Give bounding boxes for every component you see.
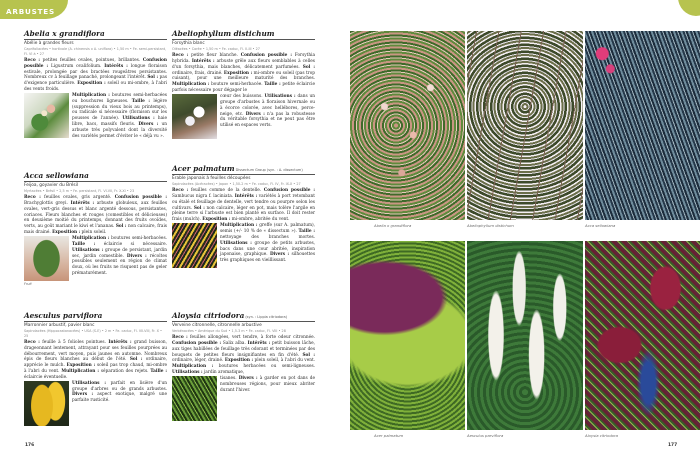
plant-thumbnail [24, 381, 69, 426]
entry-text-wrap: Utilisations : parfait en lisière d'un groupe d'arbres ou de grands arbustes. Divers : aspect exotique, malgré une parfaite rusticité. [72, 380, 168, 404]
photo-caption: Acer palmatum [374, 433, 404, 438]
plant-meta: Sapindacées (Acéracées) • Japon • 1,50-2 m • Fe. caduc, Fl. IV, Fr. IX-X • 27 [172, 181, 301, 186]
plant-entry-abeliophyllum [172, 31, 315, 139]
plant-meta: Myrtacées • Brésil • 2,5 m • Fe. persistant, Fl. VI-VII, Fr. X-XI • 23 [24, 188, 135, 193]
entry-wrap [24, 236, 167, 288]
common-name: Marronnier arbustif, pavier blanc [24, 323, 95, 329]
synonym: Dissectum Group (syn. : A. dissectum) [235, 168, 303, 172]
entry-text: Reco : petites feuilles ovales, pointues, brillantes. Confusion possible : Ligustrum ovalifolium. Intérêts : longue floraison estivale, prolongée par des bractées rougeâtres persistantes. Nombreux cv à feuillage panaché, prolongeant l'intérêt. Sol : pas d'exigence particulière. Exposition : soleil ou mi-ombre, à l'abri des vents froids. [24, 57, 168, 93]
entry-wrap [24, 93, 167, 140]
entry-text: Reco : feuilles comme de la dentelle. Confusion possible : Sambucus nigra f. laciniata. Intérêts : variétés à port retombant ou étalé et feuillage de dentelle, vert tendre ou pourpre selon les cultivars. Sol : non calcaire, léger en pot, mais tolère l'argile en pleine terre si l'arbuste est bien planté en surface. Il doit rester frais (mulch). Exposition : mi-ombre, abritée du vent. [172, 188, 315, 223]
latin-name: Aesculus parviflora [24, 311, 103, 320]
plant-thumbnail [24, 236, 69, 281]
entry-text: Reco : petite fleur blanche. Confusion possible : Forsythia hybrida. Intérêts : arbuste grêle aux fleurs semblables à celles d'un forsythia, mais blanches, délicatement parfumées. Sol : ordinaire, frais, drainé. Exposition : mi-ombre ou soleil (pas trop cuisant), pour une meilleure maturité des branches. Multiplication : bouture semi-herbacée. Taille : petite éclaircie parfois nécessaire pour dégager le [172, 53, 315, 94]
plant-thumbnail [172, 376, 217, 421]
plant-meta: Caprifoliacées • hortivole (A. chinensis x A. uniflora) • 1,50 m • Fe. semi-persistant, Fl. VI à • 27 [24, 46, 167, 56]
plant-entry-aloysia [172, 313, 315, 421]
entry-title-row [172, 166, 315, 175]
entry-title-row [24, 31, 167, 40]
photo-caption: Acca sellowiana [585, 223, 616, 228]
photo-acer [350, 241, 465, 430]
photo-abelia [350, 31, 465, 220]
left-page [0, 0, 340, 458]
entry-title-row [172, 31, 315, 40]
latin-name: Aloysia citriodora [172, 311, 245, 320]
common-name: Abélie à grandes fleurs [24, 41, 74, 47]
entry-text-wrap: Multiplication : boutures semi-herbacées ou bouchures ligneuses. Taille : légère (suppression du vieux bois au printemps), ou radicale si nécessaire (floraison sur les pousses de l'année). Utilisations : haie libre, bacs, massifs fleuris. Divers : un arbuste très polyvalent dont la diversité des variétés permet d'éviter le « déjà vu ». [72, 92, 167, 139]
plant-thumbnail [172, 223, 217, 268]
latin-name: Acer palmatum [172, 164, 235, 173]
synonym: (syn. : Lippia citriodora) [245, 315, 288, 319]
entry-wrap [24, 381, 167, 426]
plant-meta: Sapindacées (Hippocastanacées) • USA (S-E) • 2 m • Fe. caduc, Fl. VII-VIII, Fr. X • 25 [24, 328, 162, 338]
thumb-block [24, 236, 69, 288]
entry-text: Reco : feuilles ovales, gris argenté. Confusion possible : Brachyglottis greyi. Intérêts : arbuste globuleux, aux feuilles ovales, vert-gris dessus et blanc argenté dessous, persistantes, coriaces. Fleurs blanches et rouges (comestibles et délicieuses) en deuxième moitié du printemps, donnant des fruits ovoïdes, verts, au goût mariant le kiwi et l'ananas. Sol : non calcaire, frais mais drainé. Exposition : plein soleil. [24, 195, 168, 236]
plant-entry-acca [24, 173, 167, 288]
latin-name: Acca sellowiana [24, 171, 89, 180]
entry-text: Reco : feuilles allongées, vert tendre, à forte odeur citronnée. Confusion possible : Salix alba. Intérêts : petit buisson lâche, aux tiges habillées de feuillage très odorant et terminées par des bouquets de petites fleurs insignifiantes en fin d'été. Sol : ordinaire, léger, drainé. Exposition : plein soleil, à l'abri du vent. Multiplication : boutures herbacées ou semi-ligneuses. Utilisations : jardin aromatique, [172, 335, 316, 376]
right-page [340, 0, 700, 458]
plant-meta: Oléacées • Corée • 1,50 m • Fe. caduc, Fl. II-III • 27 [172, 46, 260, 51]
entry-text-wrap: Multiplication : greffe (sur A. palmatum), semis (+/- 10 % de « dissectum »). Taille : nettoyage des branches mortes. Utilisations : groupe de petits arbustes, bacs dans une cour abritée, inspiration japonaise, graphique. Divers : silhouettes très graphiques en vieillissant. [220, 223, 316, 264]
entry-text: Reco : feuille à 5 folioles pointues. Intérêts : grand buisson, drageonnant lentement, attrayant pour ses feuilles pourprées au débourrement, vert moyen, puis jaunes en automne. Nombreux épis de fleurs blanches au début de l'été. Sol : ordinaire, apprécie le mulch. Exposition : soleil pas trop chaud, mi-ombre à l'abri du vent. Multiplication : séparation des rejets. Taille : éclaircie éventuelle. [24, 339, 167, 380]
page-number-right: 177 [668, 443, 678, 448]
entry-title-row [24, 313, 167, 322]
plant-entry-acer [172, 166, 315, 268]
photo-acca [585, 31, 700, 220]
entry-text-wrap: cœur des buissons. Utilisations : dans un groupe d'arbustes à floraison hivernale ou à écorce colorée, avec hellébores, perce-neige, etc. Divers : n'a pas la robustesse du véritable forsythia et ne peut pas être utilisé en espaces verts. [220, 94, 315, 129]
section-tab [0, 0, 68, 19]
plant-meta: Verbénacées • Amérique du Sud • 1,5-3 m • Fe. caduc, Fl. VIII • 28 [172, 328, 286, 333]
photo-caption: Abeliophyllum distichum [467, 223, 514, 228]
common-name: Forsythia blanc [172, 41, 205, 47]
photo-caption: Aloysia citriodora [585, 433, 618, 438]
photo-caption: Aesculus parviflora [467, 433, 504, 438]
entry-wrap [172, 94, 315, 139]
section-label: ARBUSTES [6, 7, 55, 16]
common-name: Érable japonais à feuilles découpées [172, 176, 251, 182]
entry-wrap [172, 376, 315, 421]
photo-caption: Abelia x grandiflora [374, 223, 412, 228]
entry-title-row [24, 173, 167, 182]
entry-text-wrap: Multiplication : boutures semi-herbacées. Taille : éclaircie si nécessaire. Utilisations : groupe de persistant, jardin sec, jardin comestible. Divers : récoltes possibles seulement en région de climat doux, où les fruits ne risquent pas de geler prématurément. [72, 236, 168, 277]
thumb-caption: Fruit [24, 282, 32, 286]
latin-name: Abeliophyllum distichum [172, 29, 275, 38]
section-corner-marker [678, 0, 700, 16]
plant-thumbnail [172, 94, 217, 139]
common-name: Verveine citronnelle, citronnelle arbustive [172, 323, 262, 329]
entry-text-wrap: tisanes. Divers : à garder en pot dans de nombreuses régions, pour mieux abriter durant l'hiver. [220, 376, 316, 393]
entry-title-row [172, 313, 315, 322]
entry-wrap [172, 223, 315, 268]
photo-abeliophyllum [467, 31, 583, 220]
photo-aloysia [585, 241, 700, 430]
plant-thumbnail [24, 93, 69, 138]
page-number-left: 176 [25, 443, 35, 448]
photo-aesculus [467, 241, 583, 430]
common-name: Feijoa, goyavier du Brésil [24, 183, 79, 189]
plant-entry-aesculus [24, 313, 167, 426]
plant-entry-abelia [24, 31, 167, 140]
latin-name: Abelia x grandiflora [24, 29, 105, 38]
